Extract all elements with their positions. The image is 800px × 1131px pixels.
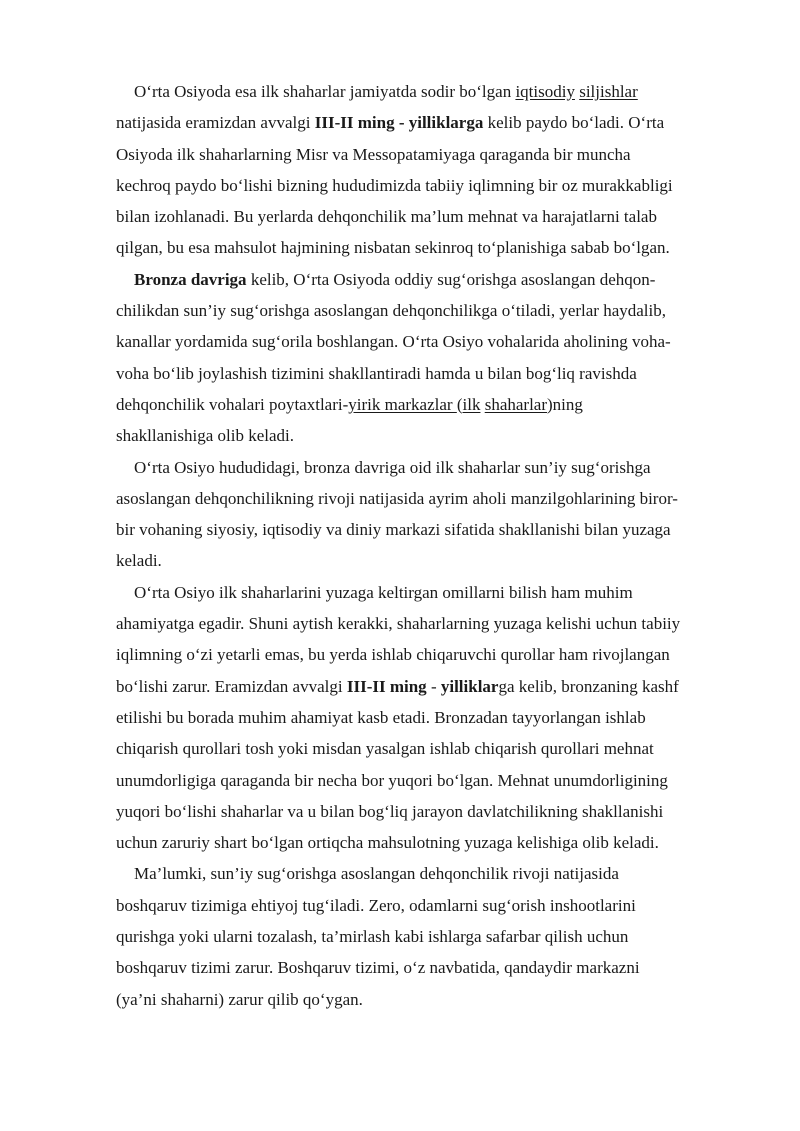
text-segment: kanallar yordamida sug‘orila boshlangan. O‘rta Osiyo vohalarida aholining voha- [116,332,671,352]
paragraph [116,858,742,1014]
text-line [116,452,742,483]
text-line [116,765,742,796]
text-line [116,796,742,827]
underlined-text: shaharlar [484,394,548,414]
text-segment: bo‘lishi zarur. Eramizdan avvalgi [116,676,347,696]
document-body [116,76,742,1015]
text-segment: etilishi bu borada muhim ahamiyat kasb etadi. Bronzadan tayyorlangan ishlab [116,707,646,727]
text-segment: dehqonchilik vohalari poytaxtlari- [116,394,349,414]
text-line [116,827,742,858]
text-segment: ga kelib, bronzaning kashf [498,676,679,696]
text-segment: )ning [547,394,583,414]
text-line [116,420,742,451]
text-segment: keladi. [116,551,162,571]
bold-text: yilliklar [440,676,499,696]
text-segment: asoslangan dehqonchilikning rivoji natijasida ayrim aholi manzilgohlarining biror- [116,488,678,508]
text-segment: qilgan, bu esa mahsulot hajmining nisbatan sekinroq to‘planishiga sabab bo‘lgan. [116,238,670,258]
text-line [116,170,742,201]
text-line [116,139,742,170]
text-segment: kelib, O‘rta Osiyoda oddiy sug‘orishga asoslangan dehqon- [246,269,656,289]
text-line [116,733,742,764]
text-line [116,389,742,420]
text-line [116,483,742,514]
text-segment: kechroq paydo bo‘lishi bizning hududimizda tabiiy iqlimning bir oz murakkabligi [116,175,673,195]
underlined-text: siljishlar [579,82,638,101]
text-segment: O‘rta Osiyo ilk shaharlarini yuzaga keltirgan omillarni bilish ham muhim [134,582,633,602]
text-line [116,545,742,576]
text-segment: Osiyoda ilk shaharlarning Misr va Messopatamiyaga qaraganda bir muncha [116,144,631,164]
underlined-text: ilk [462,394,481,414]
text-segment: Ma’lumki, sun’iy sug‘orishga asoslangan dehqonchilik rivoji natijasida [134,864,619,884]
text-segment: ahamiyatga egadir. Shuni aytish kerakki, shaharlarning yuzaga kelishi uchun tabiiy [116,614,681,634]
text-segment: qurishga yoki ularni tozalash, ta’mirlash kabi ishlarga safarbar qilish uchun [116,927,629,947]
text-line [116,76,742,107]
text-segment: voha bo‘lib joylashish tizimini shakllantiradi hamda u bilan bog‘liq ravishda [116,363,637,383]
text-line [116,232,742,263]
text-line [116,639,742,670]
text-segment: - [426,676,441,696]
paragraph [116,577,742,859]
paragraph [116,76,742,264]
text-line [116,326,742,357]
text-segment: bilan izohlanadi. Bu yerlarda dehqonchilik ma’lum mehnat va harajatlarni talab [116,207,657,227]
text-line [116,921,742,952]
text-line [116,201,742,232]
text-segment: ( [456,394,463,414]
text-segment: O‘rta Osiyoda esa ilk shaharlar jamiyatda sodir bo‘lgan [134,82,516,101]
text-line [116,358,742,389]
text-line [116,890,742,921]
text-segment: O‘rta Osiyo hududidagi, bronza davriga oid ilk shaharlar sun’iy sug‘orishga [134,457,651,477]
text-line [116,107,742,138]
text-segment: (ya’ni shaharni) zarur qilib qo‘ygan. [116,989,363,1009]
underlined-text: yirik markazlar [348,394,457,414]
underlined-text: iqtisodiy [515,82,575,101]
text-line [116,671,742,702]
bold-text: III-II ming - yilliklarga [314,113,484,133]
paragraph [116,264,742,452]
text-segment: kelib paydo bo‘ladi. O‘rta [483,113,665,133]
bold-text: III-II ming [346,676,427,696]
text-segment: boshqaruv tizimiga ehtiyoj tug‘iladi. Zero, odamlarni sug‘orish inshootlarini [116,895,636,915]
text-line [116,514,742,545]
text-line [116,858,742,889]
text-line [116,264,742,295]
text-segment: natijasida eramizdan avvalgi [116,113,315,133]
text-segment: unumdorligiga qaraganda bir necha bor yuqori bo‘lgan. Mehnat unumdorligining [116,770,668,790]
text-line [116,952,742,983]
text-segment: shakllanishiga olib keladi. [116,426,294,446]
text-line [116,577,742,608]
text-segment: iqlimning o‘zi yetarli emas, bu yerda ishlab chiqaruvchi qurollar ham rivojlangan [116,645,670,665]
text-line [116,702,742,733]
text-segment: chilikdan sun’iy sug‘orishga asoslangan dehqonchilikga o‘tiladi, yerlar haydalib, [116,301,667,321]
paragraph [116,452,742,577]
text-segment: bir vohaning siyosiy, iqtisodiy va diniy markazi sifatida shakllanishi bilan yuzaga [116,520,671,540]
text-segment: yuqori bo‘lishi shaharlar va u bilan bog‘liq jarayon davlatchilikning shakllanishi [116,801,664,821]
text-segment: boshqaruv tizimi zarur. Boshqaruv tizimi, o‘z navbatida, qandaydir markazni [116,958,640,978]
text-segment: chiqarish qurollari tosh yoki misdan yasalgan ishlab chiqarish qurollari mehnat [116,739,654,759]
bold-text: Bronza davriga [134,269,247,289]
text-line [116,295,742,326]
text-segment: uchun zaruriy shart bo‘lgan ortiqcha mahsulotning yuzaga kelishiga olib keladi. [116,833,659,853]
text-line [116,608,742,639]
text-line [116,984,742,1015]
